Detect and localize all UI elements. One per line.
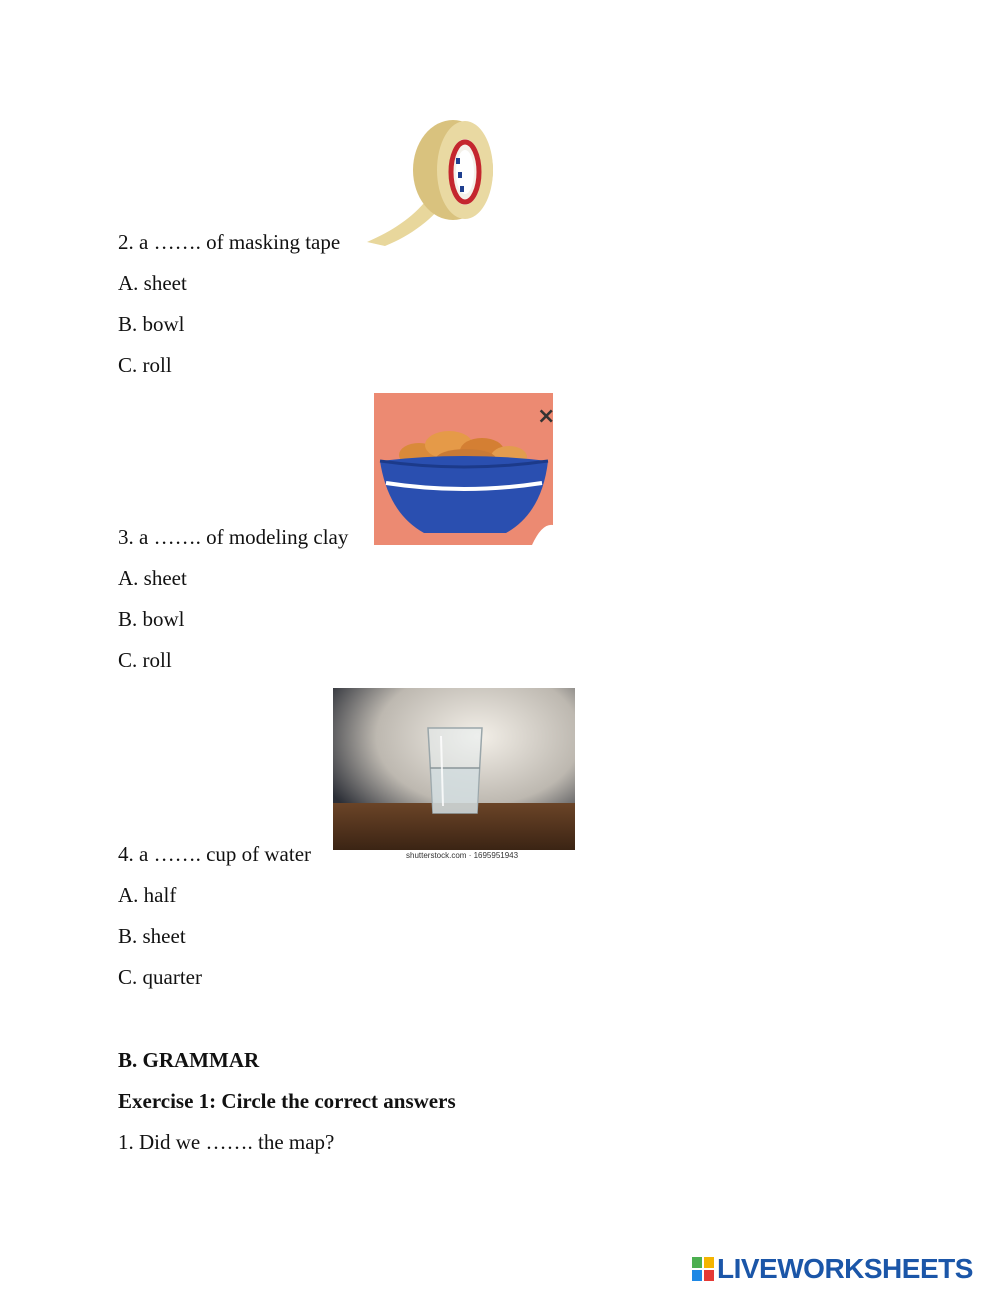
question-3-option-c[interactable]: C. roll: [118, 648, 172, 672]
question-2-option-a[interactable]: A. sheet: [118, 271, 187, 295]
exercise-title: Exercise 1: Circle the correct answers: [118, 1089, 456, 1113]
question-2-option-c[interactable]: C. roll: [118, 353, 172, 377]
logo-text: LIVEWORKSHEETS: [717, 1253, 973, 1284]
question-3-option-a[interactable]: A. sheet: [118, 566, 187, 590]
question-2-prompt: 2. a ……. of masking tape: [118, 230, 341, 254]
question-3-prompt: 3. a ……. of modeling clay: [118, 525, 349, 549]
grammar-question-1: 1. Did we ……. the map?: [118, 1130, 335, 1154]
question-3-option-b[interactable]: B. bowl: [118, 607, 185, 631]
section-heading: B. GRAMMAR: [118, 1048, 260, 1072]
glass-image-caption: shutterstock.com · 1695951943: [406, 851, 519, 860]
question-4-prompt: 4. a ……. cup of water: [118, 842, 312, 866]
question-2-option-b[interactable]: B. bowl: [118, 312, 185, 336]
question-4-option-b[interactable]: B. sheet: [118, 924, 186, 948]
bowl-image: [374, 393, 556, 545]
glass-of-water-image: [333, 688, 575, 850]
liveworksheets-logo-icon: [692, 1257, 714, 1281]
liveworksheets-logo: [692, 1254, 973, 1284]
question-4-option-c[interactable]: C. quarter: [118, 965, 202, 989]
masking-tape-image: [365, 118, 495, 248]
question-4-option-a[interactable]: A. half: [118, 883, 177, 907]
svg-text:×: ×: [537, 404, 556, 429]
